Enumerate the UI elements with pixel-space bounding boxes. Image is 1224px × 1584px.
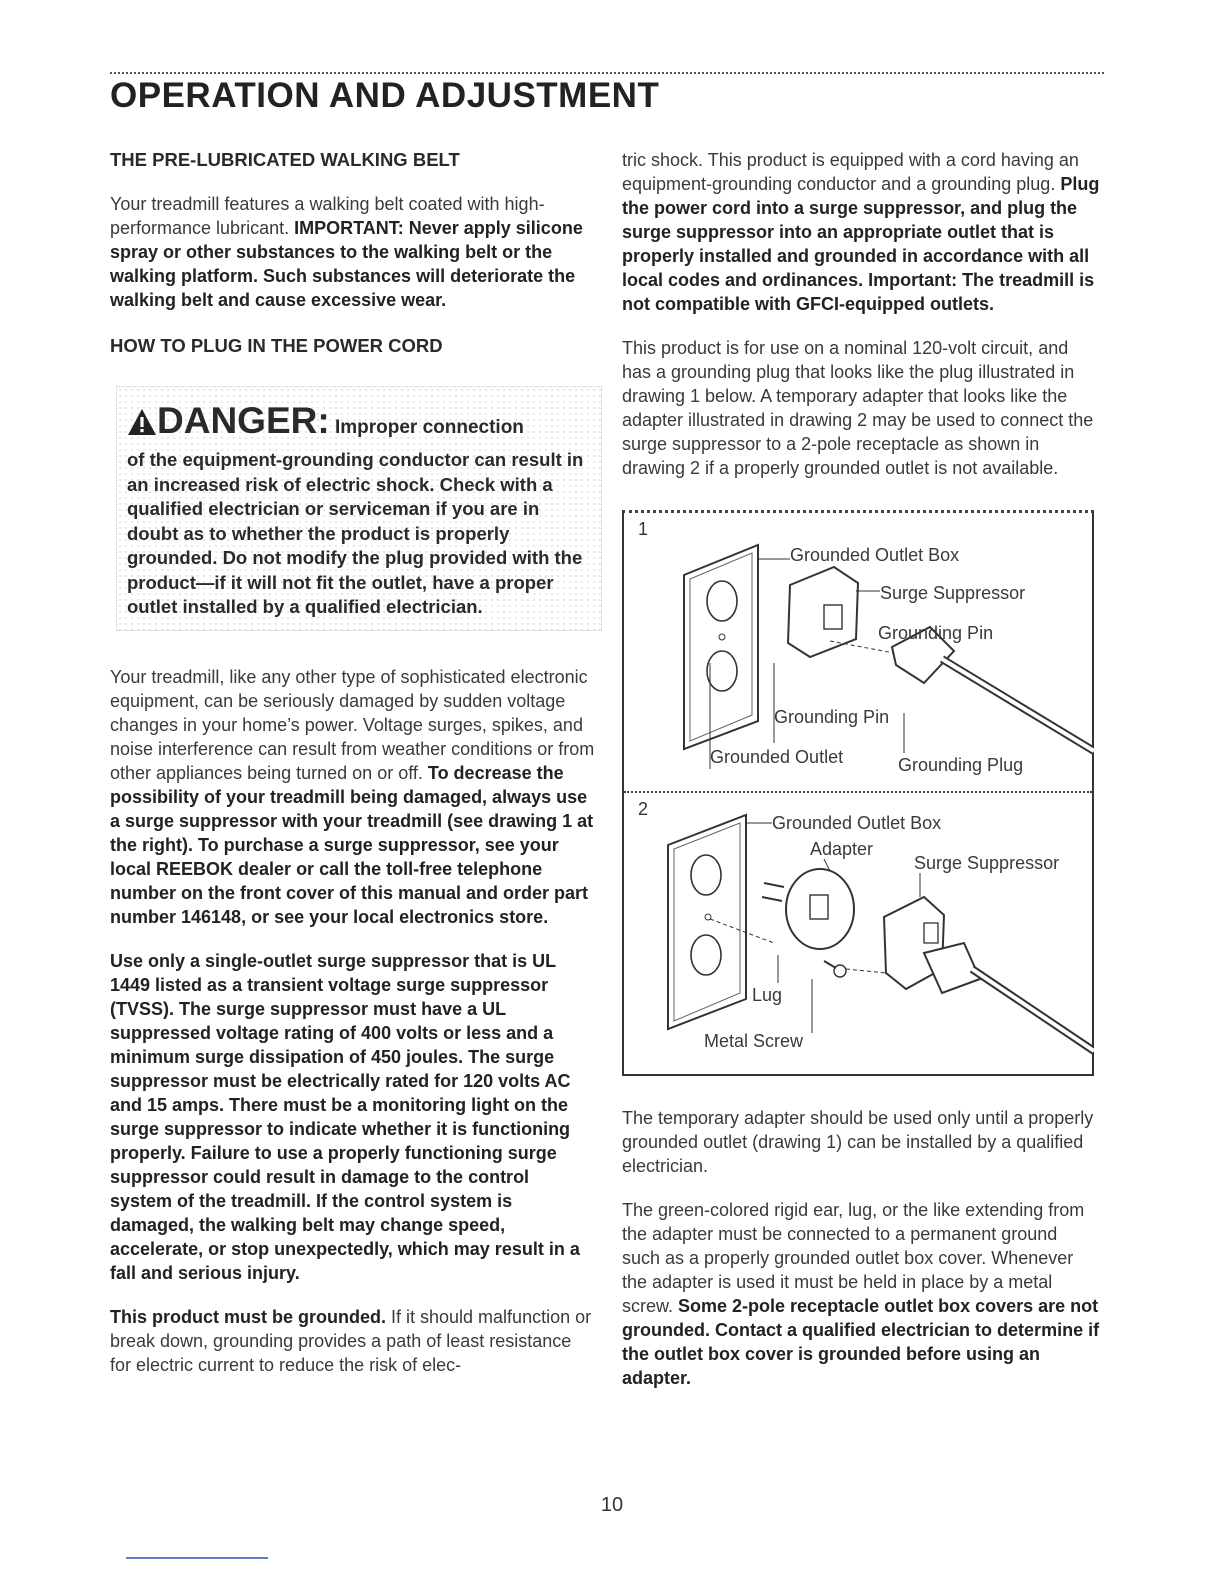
walking-belt-paragraph: Your treadmill features a walking belt coated with high-performance lubricant. IMPORTANT: Never apply silicone spray or other substances to the walking belt or the walking platform. Such substances will deteriorate the walking belt and cause excessive wear.	[110, 194, 583, 310]
title-rule	[110, 72, 1104, 74]
label-grounded-outlet: Grounded Outlet	[710, 747, 844, 767]
label-adapter: Adapter	[810, 839, 874, 859]
drawing-2	[624, 793, 1092, 1075]
danger-heading: DANGER: Improper connection	[127, 401, 595, 448]
surge-paragraph: Your treadmill, like any other type of sophisticated electronic equipment, can be seriously damaged by sudden voltage changes in your home’s power. Voltage surges, spikes, and noise interference can result from weather conditions or from other appliances being turned on or off. To decrease the possibility of your treadmill being damaged, always use a surge suppressor with your treadmill (see drawing 1 at the right). To purchase a surge suppressor, see your local REEBOK dealer or call the toll-free telephone number on the front cover of this manual and order part number 146148, or see your local electronics store.	[110, 666, 595, 927]
right-column	[622, 148, 1100, 1390]
grounding-figure	[622, 510, 1094, 1076]
label-grounded-outlet-box-1: Grounded Outlet Box	[790, 545, 960, 565]
drawing-1-number: 1	[638, 519, 649, 539]
danger-warning-box	[116, 386, 602, 631]
suppressor-requirements-paragraph: Use only a single-outlet surge suppressor that is UL 1449 listed as a transient voltage surge suppressor (TVSS). The surge suppressor must have a UL suppressed voltage rating of 400 volts or less and a minimum surge dissipation of 450 joules. The surge suppressor must be electrically rated for 120 volts AC and 15 amps. There must be a monitoring light on the surge suppressor to indicate whether it is functioning properly. Failure to use a properly functioning surge suppressor could result in damage to the control system of the treadmill. If the control system is damaged, the walking belt may change speed, accelerate, or stop unexpectedly, which may result in a fall and serious injury.	[110, 950, 580, 1283]
section-heading-power-cord: HOW TO PLUG IN THE POWER CORD	[110, 335, 443, 356]
label-grounding-plug: Grounding Plug	[898, 755, 1024, 775]
danger-body: of the equipment-grounding conductor can result in an increased risk of electric shock. Check with a qualified electrician or serviceman if you are in doubt as to whether the product is properly grounded. Do not modify the plug provided with the product—if it will not fit the outlet, have a proper outlet installed by a qualified electrician.	[127, 449, 584, 617]
page-number: 10	[600, 1494, 624, 1516]
footer-rule	[126, 1557, 268, 1559]
drawing-1	[624, 513, 1092, 793]
drawing-2-number: 2	[638, 799, 649, 819]
left-column	[110, 148, 595, 1377]
label-surge-suppressor-2: Surge Suppressor	[914, 853, 1060, 873]
warning-triangle-icon	[127, 404, 157, 444]
drawing-2-illustration	[624, 793, 1094, 1075]
label-grounding-pin-top: Grounding Pin	[878, 623, 994, 643]
adapter-ground-paragraph: The green-colored rigid ear, lug, or the like extending from the adapter must be connected to a permanent ground such as a properly grounded outlet box cover. Whenever the adapter is used it must be held in place by a metal screw. Some 2-pole receptacle outlet box covers are not grounded. Contact a qualified electrician to determine if the outlet box cover is grounded before using an adapter.	[622, 1200, 1100, 1388]
label-grounded-outlet-box-2: Grounded Outlet Box	[772, 813, 942, 833]
label-surge-suppressor-1: Surge Suppressor	[880, 583, 1026, 603]
section-heading-walking-belt: THE PRE-LUBRICATED WALKING BELT	[110, 149, 460, 170]
temporary-adapter-paragraph: The temporary adapter should be used only until a properly grounded outlet (drawing 1) can be installed by a qualified electrician.	[622, 1108, 1094, 1176]
label-lug: Lug	[752, 985, 783, 1005]
label-metal-screw: Metal Screw	[704, 1031, 804, 1051]
circuit-paragraph: This product is for use on a nominal 120-volt circuit, and has a grounding plug that looks like the plug illustrated in drawing 1 below. A temporary adapter that looks like the adapter illustrated in drawing 2 may be used to connect the surge suppressor to a 2-pole receptacle as shown in drawing 2 if a properly grounded outlet is not available.	[622, 338, 1094, 478]
shock-paragraph: tric shock. This product is equipped with a cord having an equipment-grounding conductor and a grounding plug. Plug the power cord into a surge suppressor, and plug the surge suppressor into an appropriate outlet that is properly installed and grounded in accordance with all local codes and ordinances. Important: The treadmill is not compatible with GFCI-equipped outlets.	[622, 150, 1100, 314]
grounding-paragraph: This product must be grounded. If it should malfunction or break down, grounding provides a path of least resistance for electric current to reduce the risk of elec-	[110, 1306, 592, 1375]
label-grounding-pin-bottom: Grounding Pin	[774, 707, 890, 727]
page-title: OPERATION AND ADJUSTMENT	[110, 76, 660, 115]
